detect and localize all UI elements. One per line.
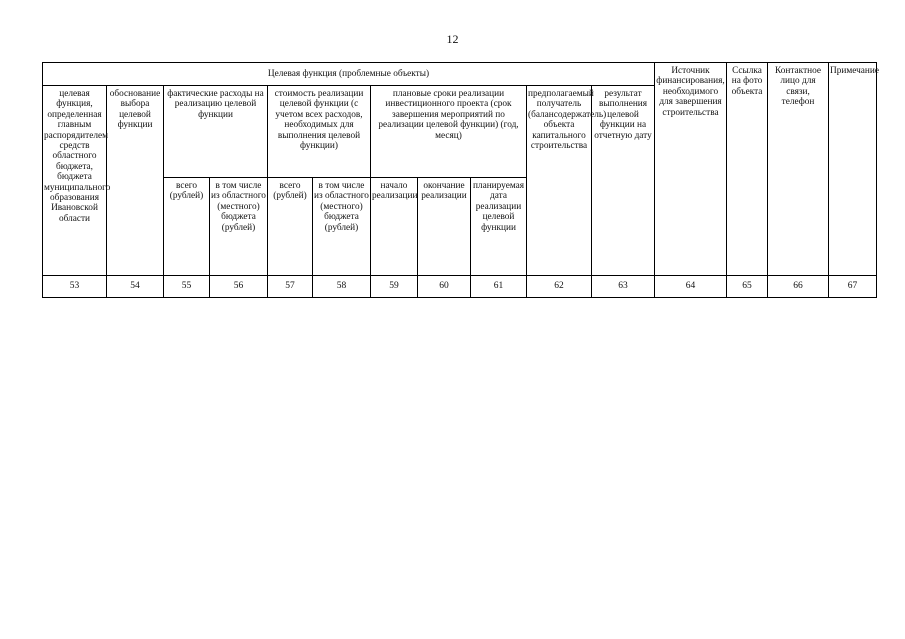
subheader-start <box>371 178 418 276</box>
column-number: 53 <box>43 276 107 298</box>
column-number: 54 <box>107 276 164 298</box>
header-recipient-text: предполагаемый получатель (балансодержатель) объекта капитального строительства <box>528 89 607 152</box>
column-number: 66 <box>768 276 829 298</box>
subheader-cost-regional <box>313 178 371 276</box>
column-number: 61 <box>471 276 527 298</box>
header-cost-text: стоимость реализации целевой функции (с учетом всех расходов, необходимых для выполнения целевой функции) <box>274 89 364 152</box>
header-result-text: результат выполнения целевой функции на отчетную дату <box>594 89 652 141</box>
subheader-planned-date-text: планируемая дата реализации целевой функции <box>472 181 525 233</box>
subheader-actual-total-text: всего (рублей) <box>169 181 204 202</box>
header-photo-link <box>727 63 768 276</box>
subheader-actual-regional <box>210 178 268 276</box>
column-number: 60 <box>418 276 471 298</box>
header-target-function-text: целевая функция, определенная главным распорядителем средств областного бюджета, бюджета муниципального образования Ивановской области <box>44 89 111 224</box>
header-recipient <box>527 86 607 276</box>
subheader-end-text: окончание реализации <box>421 181 467 202</box>
subheader-actual-total <box>164 178 210 276</box>
header-actual-expenses <box>164 86 268 178</box>
subheader-actual-regional-text: в том числе из областного (местного) бюджета (рублей) <box>211 181 266 233</box>
page-number: 12 <box>446 32 459 46</box>
header-justification-text: обоснование выбора целевой функции <box>109 89 161 131</box>
subheader-cost-total-text: всего (рублей) <box>273 181 307 202</box>
subheader-end <box>418 178 471 276</box>
column-number: 67 <box>829 276 877 298</box>
header-planned-terms <box>371 86 527 178</box>
header-planned-terms-text: плановые сроки реализации инвестиционного проекта (срок завершения мероприятий по реализации целевой функции) (год, месяц) <box>378 89 519 141</box>
column-number: 59 <box>371 276 418 298</box>
column-number: 57 <box>268 276 313 298</box>
header-target-function <box>43 86 111 276</box>
column-number: 58 <box>313 276 371 298</box>
header-contact-text: Контактное лицо для связи, телефон <box>775 66 822 108</box>
column-number: 56 <box>210 276 268 298</box>
header-note-text: Примечание <box>830 66 880 76</box>
header-justification <box>107 86 164 276</box>
header-photo-link-text: Ссылка на фото объекта <box>731 66 763 97</box>
column-number: 63 <box>592 276 655 298</box>
header-note <box>829 63 880 276</box>
header-contact <box>768 63 829 276</box>
header-funding-source <box>655 63 727 276</box>
subheader-cost-total <box>268 178 313 276</box>
column-number-row <box>43 276 877 298</box>
subheader-planned-date <box>471 178 527 276</box>
column-number: 62 <box>527 276 592 298</box>
header-actual-expenses-text: фактические расходы на реализацию целевой функции <box>167 89 264 120</box>
column-number: 55 <box>164 276 210 298</box>
column-number: 64 <box>655 276 727 298</box>
header-cost <box>268 86 371 178</box>
header-funding-source-text: Источник финансирования, необходимого для завершения строительства <box>656 66 725 118</box>
group-title: Целевая функция (проблемные объекты) <box>267 68 430 79</box>
subheader-start-text: начало реализации <box>372 181 418 202</box>
column-number: 65 <box>727 276 768 298</box>
subheader-cost-regional-text: в том числе из областного (местного) бюджета (рублей) <box>314 181 369 233</box>
target-function-table <box>42 62 880 298</box>
group-title-cell <box>43 63 655 86</box>
